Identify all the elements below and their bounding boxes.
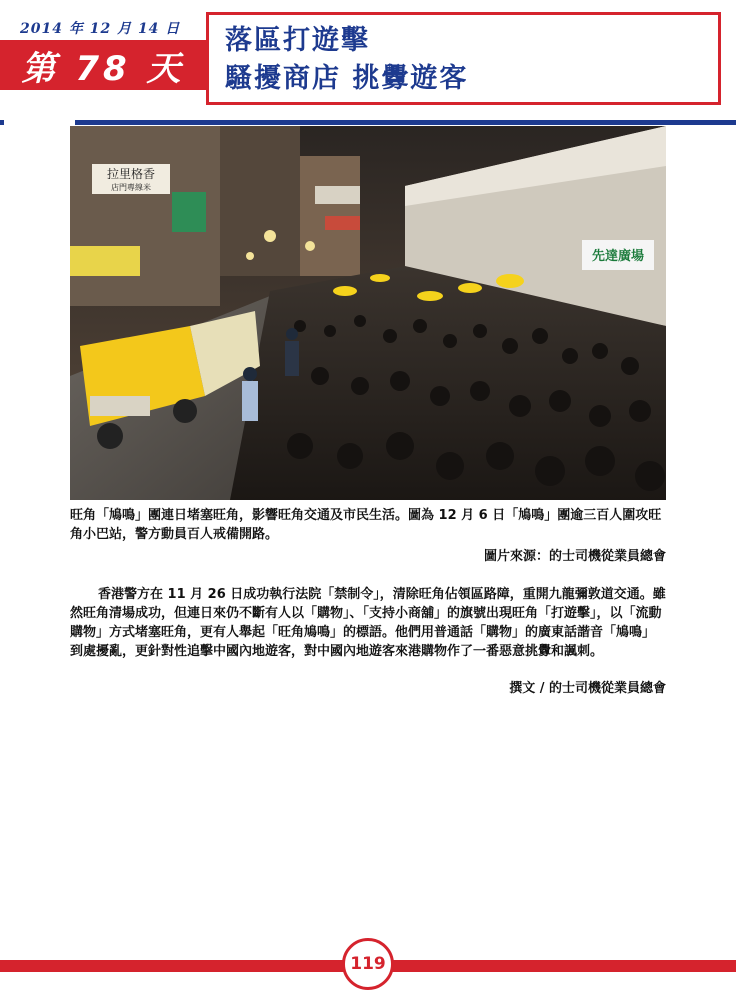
sign-text-2: 店門專線米 [111, 183, 151, 192]
page-title: 落區打遊擊 [225, 25, 370, 56]
page-number: 119 [350, 954, 386, 974]
photo-caption: 旺角「鳩鳴」團連日堵塞旺角，影響旺角交通及市民生活。圖為 12 月 6 日「鳩鳴」團逾三百人圍攻旺角小巴站，警方動員百人戒備開路。 [70, 508, 662, 542]
photo-credit: 圖片來源：的士司機從業員總會 [483, 549, 666, 564]
title-box [206, 12, 721, 105]
sign-text-1: 拉里格香 [106, 167, 156, 181]
sign-text-3: 先達廣場 [591, 249, 645, 264]
date-line: 2014 年 12 月 14 日 [20, 21, 181, 37]
news-photo [70, 126, 666, 500]
page-subtitle: 騷擾商店 挑釁遊客 [225, 63, 469, 94]
day-badge: 第 78 天 [0, 40, 206, 90]
header-stripe-left [0, 120, 4, 125]
article-credit: 撰文 / 的士司機從業員總會 [509, 681, 666, 696]
header-stripe [75, 120, 736, 125]
article-body: 香港警方在 11 月 26 日成功執行法院「禁制令」，清除旺角佔領區路障，重開九龍彌敦道交通。雖然旺角清場成功，但連日來仍不斷有人以「購物」、「支持小商舖」的旗號出現旺角「打遊擊」，以「流動購物」方式堵塞旺角，更有人舉起「旺角鳩鳴」的標語。他們用普通話「購物」的廣東話諧音「鳩鳴」到處擾亂，更針對性追擊中國內地遊客，對中國內地遊客來港購物作了一番惡意挑釁和諷刺。 [70, 587, 666, 659]
page-number-badge [342, 938, 394, 990]
